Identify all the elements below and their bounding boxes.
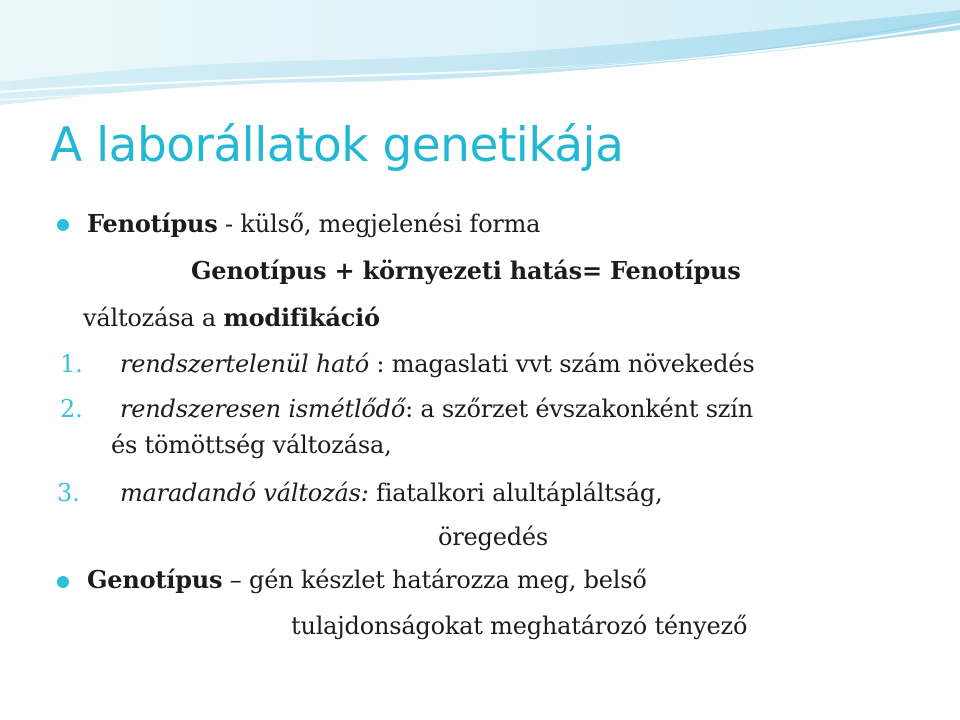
- slide-title: A laborállatok genetikája: [50, 118, 624, 173]
- bullet-dot-icon: [57, 576, 69, 588]
- decorative-wave-header: [0, 0, 960, 120]
- modification-prefix: változása a: [83, 304, 224, 332]
- item-number-1: 1.: [60, 350, 83, 378]
- modification-term: modifikáció: [223, 303, 380, 332]
- item-number-3: 3.: [57, 479, 80, 507]
- item-3-continuation: öregedés: [438, 523, 548, 551]
- item-3-text: [120, 479, 662, 508]
- item-2-italic: rendszeresen ismétlődő: [120, 395, 406, 423]
- item-number-2: 2.: [60, 395, 83, 423]
- genotipus-term: Genotípus: [87, 565, 223, 594]
- fenotipus-definition: - külső, megjelenési forma: [217, 210, 541, 238]
- genotipus-definition: – gén készlet határozza meg, belső: [222, 566, 647, 594]
- item-3-rest: fiatalkori alultápláltság,: [368, 479, 663, 507]
- modification-line: [83, 304, 380, 333]
- item-2-rest: : a szőrzet évszakonként szín: [405, 395, 753, 423]
- item-3-italic: maradandó változás:: [120, 479, 369, 507]
- genotipus-continuation: tulajdonságokat meghatározó tényező: [291, 612, 748, 640]
- fenotipus-line: [87, 210, 540, 239]
- item-1-italic: rendszertelenül ható: [120, 350, 369, 378]
- item-2-text: [120, 395, 753, 424]
- item-1-text: [120, 350, 754, 379]
- item-2-continuation: és tömöttség változása,: [111, 431, 392, 459]
- bullet-dot-icon: [57, 219, 69, 231]
- fenotipus-term: Fenotípus: [87, 209, 218, 238]
- item-1-rest: : magaslati vvt szám növekedés: [368, 350, 755, 378]
- genotipus-line: [87, 566, 647, 595]
- formula-line: Genotípus + környezeti hatás= Fenotípus: [191, 256, 741, 285]
